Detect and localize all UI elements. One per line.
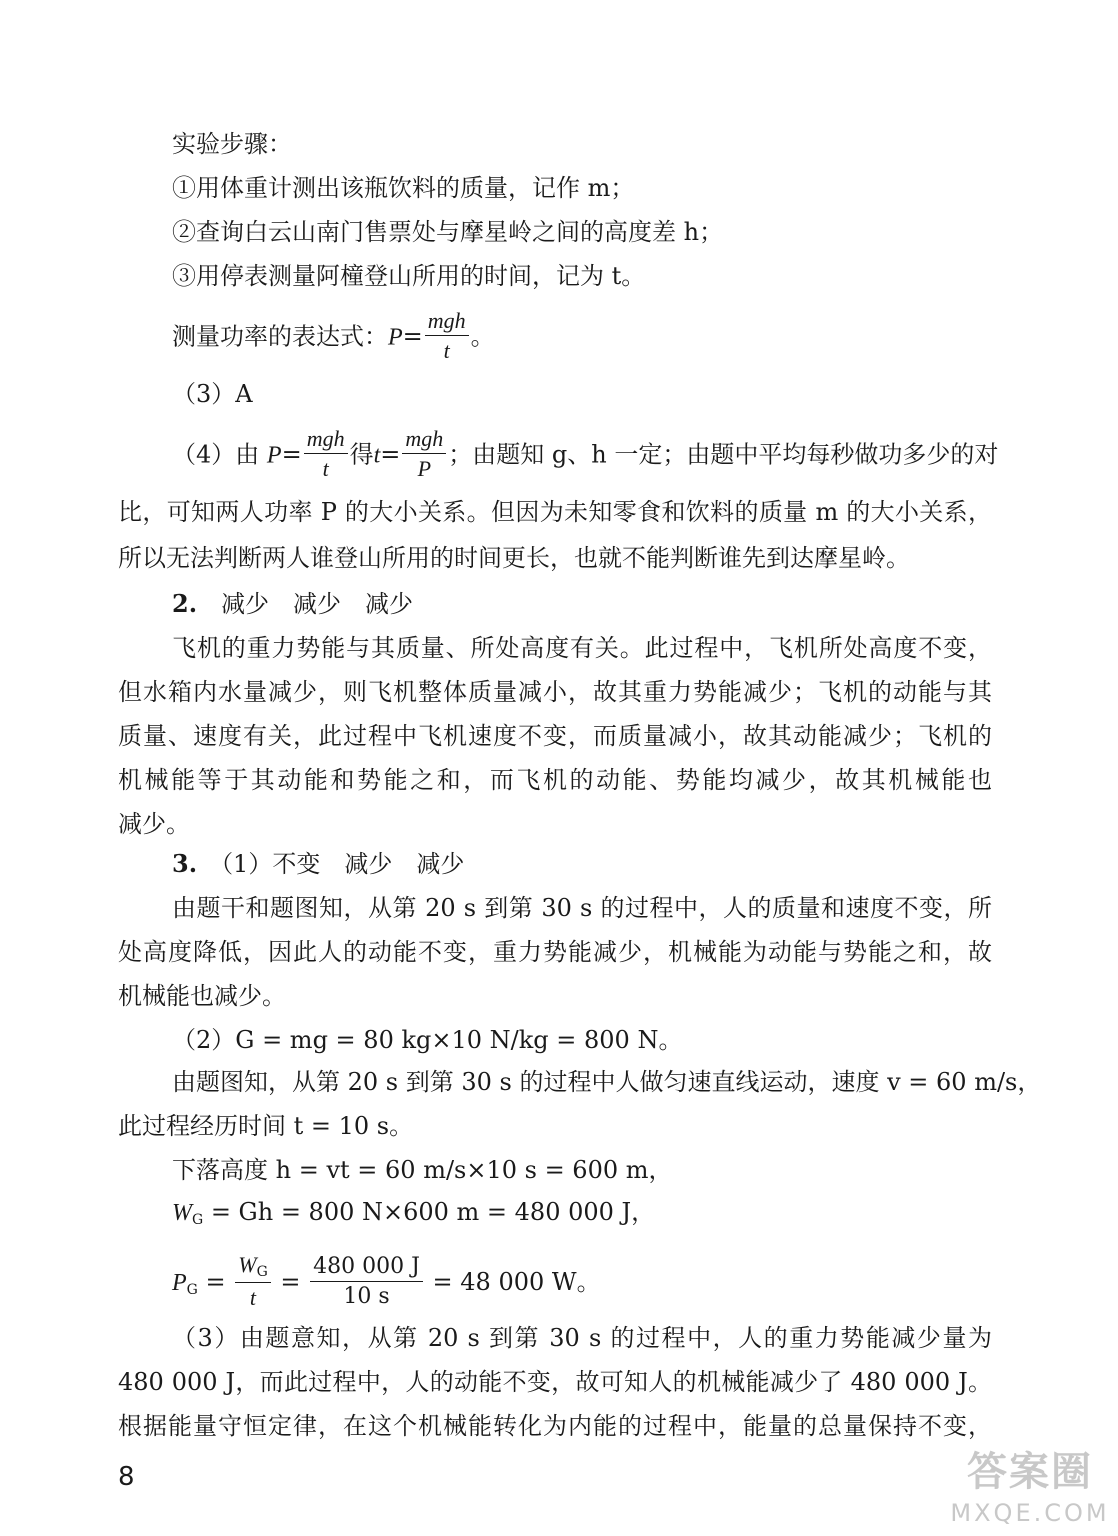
answer-3-part3-line: （3）由题意知，从第 20 s 到第 30 s 的过程中，人的重力势能减少量为 [172, 1324, 992, 1352]
q4-line3: 所以无法判断两人谁登山所用的时间更长，也就不能判断谁先到达摩星岭。 [118, 544, 910, 572]
answer-3-heading: 3. （1）不变 减少 减少 [172, 849, 465, 878]
answer-2-line: 机械能等于其动能和势能之和，而飞机的动能、势能均减少，故其机械能也 [118, 766, 992, 794]
fraction-value: $\frac{480 000 J}{10 s}$ [310, 1256, 423, 1308]
answer-3-line: 下落高度 h = vt = 60 m/s×10 s = 600 m， [172, 1156, 673, 1184]
steps-header: 实验步骤： [172, 130, 292, 158]
pg-formula: $P_G$ = $\frac{W_G}{t}$ = $\frac{480 000 J}{10 s}$ = 48 000 W。 [172, 1252, 601, 1310]
step-3: ③用停表测量阿橦登山所用的时间，记为 t。 [172, 262, 646, 290]
answer-2-line: 减少。 [118, 810, 190, 838]
q4-line2: 比，可知两人功率 P 的大小关系。但因为未知零食和饮料的质量 m 的大小关系， [118, 498, 992, 526]
answer-3-part3-line: 根据能量守恒定律，在这个机械能转化为内能的过程中，能量的总量保持不变， [118, 1412, 992, 1440]
answer-3-line: 由题图知，从第 20 s 到第 30 s 的过程中人做匀速直线运动，速度 v = 60 m/s， [172, 1068, 1042, 1096]
power-expression: 测量功率的表达式：P= $\frac{\text{mgh}}{t}$ 。 [172, 308, 495, 363]
wg-formula: $W_G = Gh = 800$ N×600 m = 480 000 J， [172, 1198, 656, 1228]
q3-answer: （3）A [172, 380, 253, 408]
answer-2-line: 但水箱内水量减少，则飞机整体质量减小，故其重力势能减少；飞机的动能与其 [118, 678, 992, 706]
answer-3-line: 机械能也减少。 [118, 982, 286, 1010]
answer-3-part2: （2）G = mg = 80 kg×10 N/kg = 800 N。 [172, 1026, 683, 1054]
answer-2-line: 质量、速度有关，此过程中飞机速度不变，而质量减小，故其动能减少；飞机的 [118, 722, 992, 750]
watermark-logo: 答案圈 MXQE.COM [950, 1449, 1110, 1527]
step-2: ②查询白云山南门售票处与摩星岭之间的高度差 h； [172, 218, 724, 246]
answer-2-heading: 2. 减少 减少 减少 [172, 589, 414, 618]
step-1: ①用体重计测出该瓶饮料的质量，记作 m； [172, 174, 635, 202]
q4-line1: （4）由 P= $\frac{\text{mgh}}{t}$ 得t= $\frac{\text{mgh}}{P}$ ；由题知 g、h 一定；由题中平均每秒做功多少的对 [172, 426, 999, 481]
answer-3-line: 由题干和题图知，从第 20 s 到第 30 s 的过程中，人的质量和速度不变，所 [172, 894, 992, 922]
answer-3-line: 此过程经历时间 t = 10 s。 [118, 1112, 414, 1140]
answer-2-line: 飞机的重力势能与其质量、所处高度有关。此过程中，飞机所处高度不变， [172, 634, 992, 662]
page-number: 8 [118, 1462, 135, 1492]
fraction-mgh-over-t: $\frac{\text{mgh}}{t}$ [425, 310, 469, 362]
fraction-wg-over-t: $\frac{W_G}{t}$ [235, 1254, 271, 1309]
answer-3-line: 处高度降低，因此人的动能不变，重力势能减少，机械能为动能与势能之和，故 [118, 938, 992, 966]
fraction-q4-2: $\frac{\text{mgh}}{P}$ [402, 428, 446, 480]
answer-3-part3-line: 480 000 J，而此过程中，人的动能不变，故可知人的机械能减少了 480 000 J。 [118, 1368, 992, 1396]
fraction-q4-1: $\frac{\text{mgh}}{t}$ [304, 428, 348, 480]
